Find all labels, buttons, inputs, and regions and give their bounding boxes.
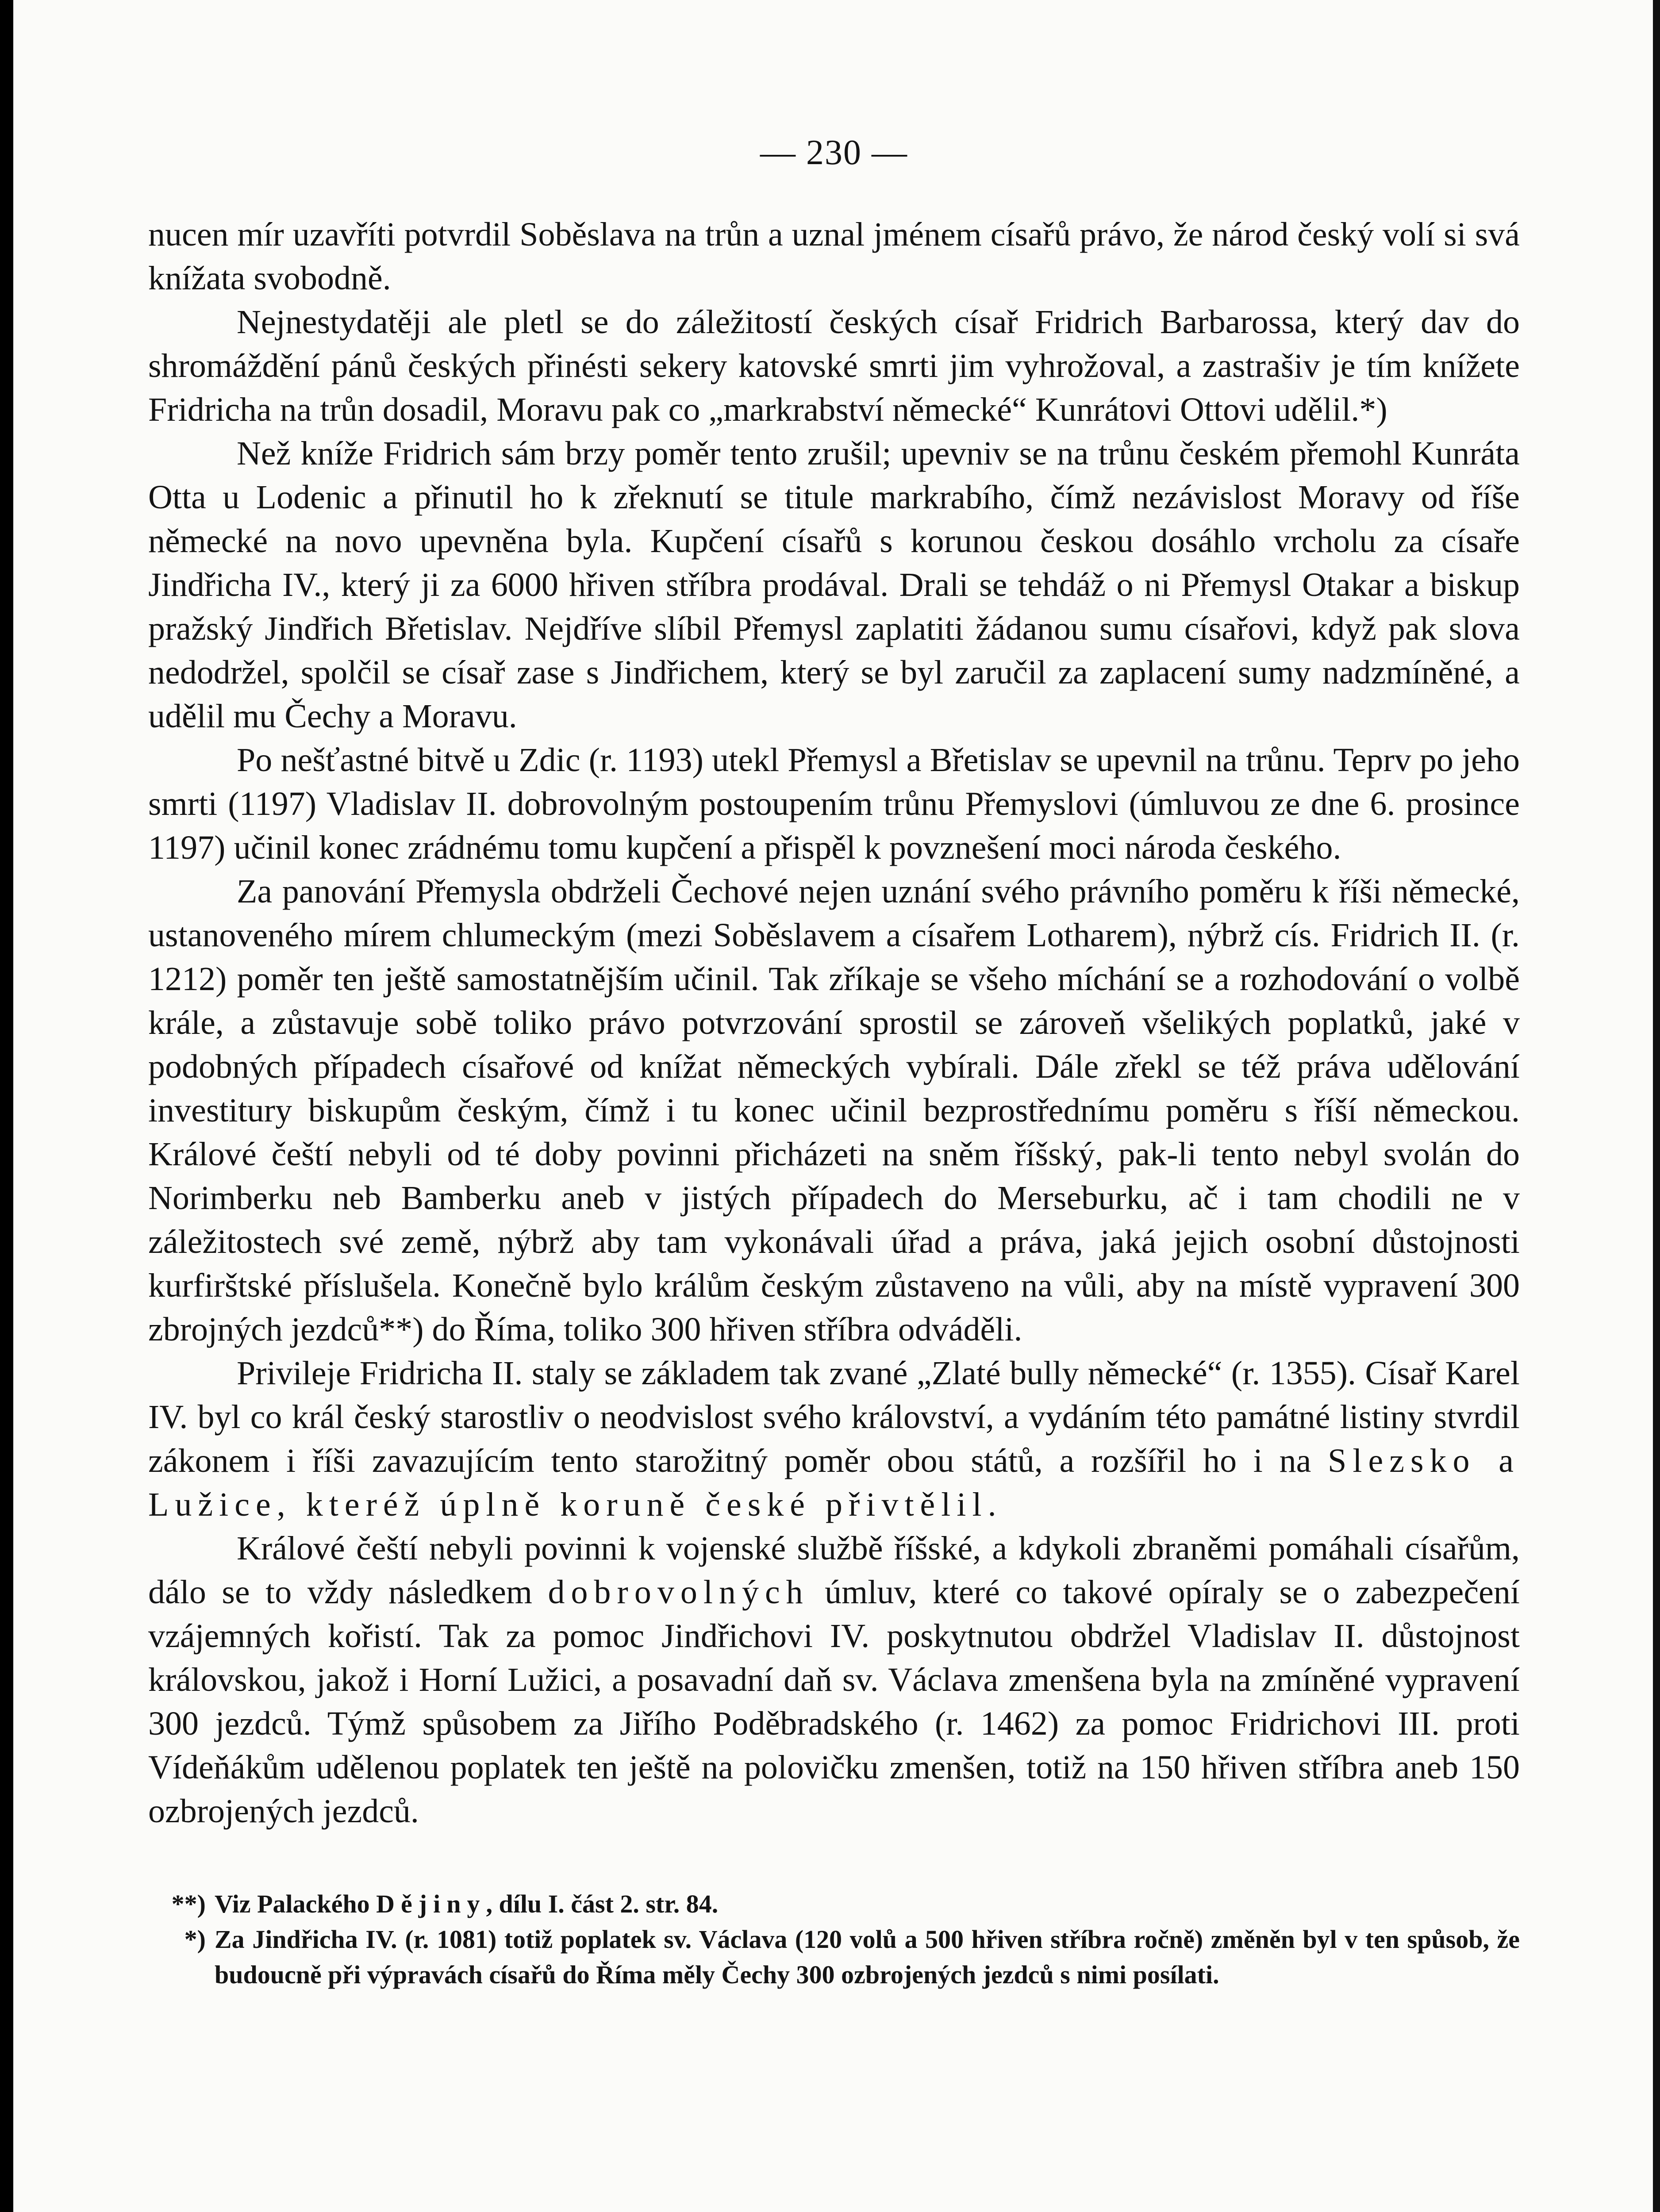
footnote-2-mark: *) — [184, 1925, 206, 1954]
paragraph-1: nucen mír uzavříti potvrdil Soběslava na trůn a uznal jménem císařů právo, že národ český volí si svá knížata svobodně. — [148, 216, 1520, 297]
paragraph-7 — [148, 1527, 1520, 1833]
paragraph-7-text-start: Králové čeští nebyli povinni k vojenské službě říšské, a kdykoli zbraněmi pomáhali císařům, dálo se to vždy následkem — [148, 1530, 1520, 1611]
paragraph-2: Nejnestydatěji ale pletl se do záležitostí českých císař Fridrich Barbarossa, který dav do shromáždění pánů českých přinésti sekery katovské smrti jim vyhrožoval, a zastrašiv je tím knížete Fridricha na trůn dosadil, Moravu pak co „markrabství německé“ Kunrátovi Ottovi udělil.*) — [148, 303, 1520, 428]
footnote-1-text-end: , dílu I. část 2. str. 84. — [486, 1889, 719, 1918]
paragraph-7-spaced-text: dobrovolných — [548, 1574, 809, 1611]
footnote-1-text-start: Viz Palackého — [215, 1889, 370, 1918]
paragraph-7-text-end: úmluv, které co takové opíraly se o zabezpečení vzájemných kořistí. Tak za pomoc Jindřichovi IV. poskytnutou obdržel Vladislav II. důstojnost královskou, jakož i Horní Lužici, a posavadní daň sv. Václava zmenšena byla na zmíněné vypravení 300 jezdců. Týmž spůsobem za Jiřího Poděbradského (r. 1462) za pomoc Fridrichovi III. proti Vídeňákům udělenou poplatek ten ještě na polovičku zmenšen, totiž na 150 hřiven stříbra aneb 150 ozbrojených jezdců. — [148, 1574, 1520, 1830]
paragraph-6-text: Privileje Fridricha II. staly se základem tak zvané „Zlaté bully německé“ (r. 1355). Císař Karel IV. byl co král český starostliv o neodvislost svého království, a vydáním této památné listiny stvrdil zákonem i říši zavazujícím tento starožitný poměr obou států, a rozšířil ho i na — [148, 1355, 1520, 1479]
page-sheet — [13, 0, 1653, 2212]
footnote-1 — [148, 1886, 1520, 1922]
paragraph-6 — [148, 1352, 1520, 1527]
paragraph-3: Než kníže Fridrich sám brzy poměr tento zrušil; upevniv se na trůnu českém přemohl Kunráta Otta u Lodenic a přinutil ho k zřeknutí se titule markrabího, čímž nezávislost Moravy od říše německé na novo upevněna byla. Kupčení císařů s korunou českou dosáhlo vrcholu za císaře Jindřicha IV., který ji za 6000 hřiven stříbra prodával. Drali se tehdáž o ni Přemysl Otakar a biskup pražský Jindřich Břetislav. Nejdříve slíbil Přemysl zaplatiti žádanou sumu císařovi, když pak slova nedodržel, spolčil se císař zase s Jindřichem, který se byl zaručil za zaplacení sumy nadzmíněné, a udělil mu Čechy a Moravu. — [148, 435, 1520, 735]
paragraph-6-spaced-text: Slezsko a Lužice, kteréž úplně koruně české přivtělil. — [148, 1442, 1520, 1523]
page-number: — 230 — — [760, 133, 908, 172]
footnote-1-spaced-text: Dějiny — [376, 1889, 486, 1918]
footnote-2-text: Za Jindřicha IV. (r. 1081) totiž poplatek sv. Václava (120 volů a 500 hřiven stříbra ročně) změněn byl v ten spůsob, že budoucně při výpravách císařů do Říma měly Čechy 300 ozbrojených jezdců s nimi posílati. — [215, 1925, 1520, 1989]
page-content — [148, 133, 1520, 1993]
footnote-1-mark: **) — [171, 1889, 206, 1918]
page-edge-shadow — [1653, 0, 1660, 2212]
footnote-2 — [148, 1922, 1520, 1993]
footnotes — [148, 1886, 1520, 1993]
paragraph-5: Za panování Přemysla obdrželi Čechové nejen uznání svého právního poměru k říši německé, ustanoveného mírem chlumeckým (mezi Soběslavem a císařem Lotharem), nýbrž cís. Fridrich II. (r. 1212) poměr ten ještě samostatnějším učinil. Tak zříkaje se všeho míchání se a rozhodování o volbě krále, a zůstavuje sobě toliko právo potvrzování sprostil se zároveň všelikých poplatků, jaké v podobných případech císařové od knížat německých vybírali. Dále zřekl se též práva udělování investitury biskupům českým, čímž i tu konec učinil bezprostřednímu poměru s říší německou. Králové čeští nebyli od té doby povinni přicházeti na sněm říšský, pak-li tento nebyl svolán do Norimberku neb Bamberku aneb v jistých případech do Merseburku, ač i tam chodili ne v záležitostech své země, nýbrž aby tam vykonávali úřad a práva, jaká jejich osobní důstojnosti kurfirštské příslušela. Konečně bylo králům českým zůstaveno na vůli, aby na místě vypravení 300 zbrojných jezdců**) do Říma, toliko 300 hřiven stříbra odváděli. — [148, 873, 1520, 1348]
paragraph-4: Po nešťastné bitvě u Zdic (r. 1193) utekl Přemysl a Břetislav se upevnil na trůnu. Teprv po jeho smrti (1197) Vladislav II. dobrovolným postoupením trůnu Přemyslovi (úmluvou ze dne 6. prosince 1197) učinil konec zrádnému tomu kupčení a přispěl k povznešení moci národa českého. — [148, 741, 1520, 866]
